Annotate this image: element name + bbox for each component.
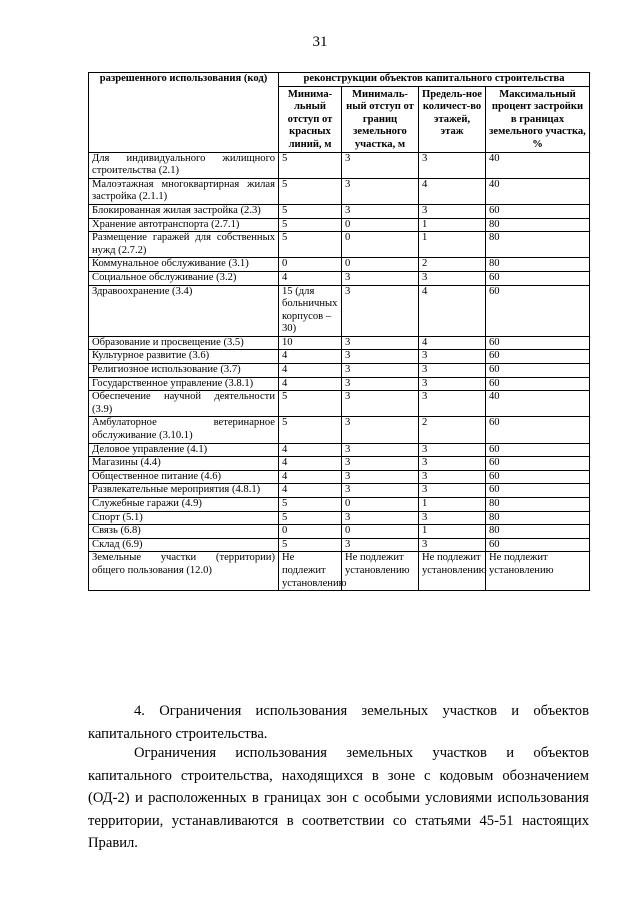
cell-max-floors: 3 bbox=[419, 538, 486, 552]
cell-min-setback-boundaries: Не подлежит установлению bbox=[342, 552, 419, 591]
cell-max-coverage: 40 bbox=[486, 152, 590, 178]
cell-use-type: Социальное обслуживание (3.2) bbox=[89, 271, 279, 285]
table-row bbox=[89, 552, 590, 591]
cell-min-setback-red-lines: 0 bbox=[279, 258, 342, 272]
cell-max-coverage: 40 bbox=[486, 391, 590, 417]
cell-use-type: Развлекательные мероприятия (4.8.1) bbox=[89, 484, 279, 498]
cell-min-setback-boundaries: 3 bbox=[342, 457, 419, 471]
cell-use-type: Здравоохранение (3.4) bbox=[89, 285, 279, 336]
cell-max-coverage: 60 bbox=[486, 336, 590, 350]
table-row bbox=[89, 457, 590, 471]
cell-max-coverage: 80 bbox=[486, 218, 590, 232]
cell-use-type: Блокированная жилая застройка (2.3) bbox=[89, 204, 279, 218]
table-row bbox=[89, 364, 590, 378]
cell-max-coverage: 60 bbox=[486, 285, 590, 336]
cell-use-type: Коммунальное обслуживание (3.1) bbox=[89, 258, 279, 272]
cell-min-setback-red-lines: 4 bbox=[279, 484, 342, 498]
cell-max-floors: 1 bbox=[419, 232, 486, 258]
header-max-coverage: Максимальный процент застройки в границах земельного участка, % bbox=[486, 86, 590, 152]
cell-min-setback-boundaries: 3 bbox=[342, 470, 419, 484]
cell-max-floors: 4 bbox=[419, 336, 486, 350]
table-row bbox=[89, 285, 590, 336]
header-use-type: разрешенного использования (код) bbox=[89, 73, 279, 153]
cell-min-setback-boundaries: 3 bbox=[342, 204, 419, 218]
cell-max-coverage: 60 bbox=[486, 470, 590, 484]
cell-max-floors: 2 bbox=[419, 258, 486, 272]
cell-min-setback-boundaries: 3 bbox=[342, 271, 419, 285]
land-use-table bbox=[88, 72, 590, 591]
cell-min-setback-red-lines: 5 bbox=[279, 178, 342, 204]
cell-use-type: Религиозное использование (3.7) bbox=[89, 364, 279, 378]
cell-max-floors: Не подлежит установлению bbox=[419, 552, 486, 591]
table-row bbox=[89, 178, 590, 204]
table-row bbox=[89, 443, 590, 457]
cell-min-setback-red-lines: 4 bbox=[279, 377, 342, 391]
cell-min-setback-red-lines: 4 bbox=[279, 364, 342, 378]
table-row bbox=[89, 152, 590, 178]
cell-min-setback-boundaries: 3 bbox=[342, 443, 419, 457]
cell-use-type: Спорт (5.1) bbox=[89, 511, 279, 525]
table-row bbox=[89, 391, 590, 417]
cell-min-setback-red-lines: 5 bbox=[279, 538, 342, 552]
cell-min-setback-red-lines: 5 bbox=[279, 417, 342, 443]
cell-min-setback-boundaries: 0 bbox=[342, 232, 419, 258]
cell-min-setback-boundaries: 0 bbox=[342, 525, 419, 539]
table-row bbox=[89, 538, 590, 552]
table-row bbox=[89, 417, 590, 443]
cell-use-type: Служебные гаражи (4.9) bbox=[89, 498, 279, 512]
table-row bbox=[89, 271, 590, 285]
cell-min-setback-red-lines: 10 bbox=[279, 336, 342, 350]
table-header bbox=[89, 73, 590, 153]
cell-max-coverage: 60 bbox=[486, 271, 590, 285]
cell-use-type: Государственное управление (3.8.1) bbox=[89, 377, 279, 391]
cell-min-setback-red-lines: 15 (для больничных корпусов – 30) bbox=[279, 285, 342, 336]
cell-max-coverage: 60 bbox=[486, 443, 590, 457]
table-row bbox=[89, 484, 590, 498]
cell-use-type: Магазины (4.4) bbox=[89, 457, 279, 471]
cell-min-setback-red-lines: 5 bbox=[279, 498, 342, 512]
cell-min-setback-boundaries: 3 bbox=[342, 152, 419, 178]
cell-max-floors: 3 bbox=[419, 152, 486, 178]
cell-max-coverage: 80 bbox=[486, 511, 590, 525]
cell-max-coverage: 60 bbox=[486, 364, 590, 378]
table-row bbox=[89, 204, 590, 218]
table-row bbox=[89, 258, 590, 272]
restrictions-paragraph: Ограничения использования земельных участков и объектов капитального строительства, находящихся в зоне с кодовым обозначением (ОД-2) и расположенных в границах зон с особыми условиями использования территории, устанавливаются в соответствии со статьями 45-51 настоящих Правил. bbox=[88, 745, 589, 851]
cell-min-setback-red-lines: 5 bbox=[279, 232, 342, 258]
table-row bbox=[89, 498, 590, 512]
cell-min-setback-red-lines: 5 bbox=[279, 218, 342, 232]
table-row bbox=[89, 377, 590, 391]
table-row bbox=[89, 470, 590, 484]
cell-max-floors: 3 bbox=[419, 484, 486, 498]
cell-min-setback-red-lines: 4 bbox=[279, 443, 342, 457]
header-reconstruction-group: реконструкции объектов капитального строительства bbox=[279, 73, 590, 87]
header-max-floors: Предель-ное количест-во этажей, этаж bbox=[419, 86, 486, 152]
cell-min-setback-boundaries: 3 bbox=[342, 178, 419, 204]
cell-use-type: Образование и просвещение (3.5) bbox=[89, 336, 279, 350]
cell-min-setback-red-lines: Не подлежит установлению bbox=[279, 552, 342, 591]
cell-use-type: Хранение автотранспорта (2.7.1) bbox=[89, 218, 279, 232]
cell-max-floors: 1 bbox=[419, 498, 486, 512]
cell-max-coverage: 60 bbox=[486, 377, 590, 391]
cell-min-setback-red-lines: 5 bbox=[279, 204, 342, 218]
table-row bbox=[89, 511, 590, 525]
cell-use-type: Малоэтажная многоквартирная жилая застройка (2.1.1) bbox=[89, 178, 279, 204]
cell-max-floors: 3 bbox=[419, 457, 486, 471]
table-row bbox=[89, 336, 590, 350]
cell-min-setback-boundaries: 3 bbox=[342, 511, 419, 525]
cell-max-coverage: 80 bbox=[486, 525, 590, 539]
cell-max-coverage: 80 bbox=[486, 232, 590, 258]
cell-min-setback-red-lines: 5 bbox=[279, 152, 342, 178]
cell-min-setback-boundaries: 0 bbox=[342, 218, 419, 232]
cell-use-type: Земельные участки (территории) общего пользования (12.0) bbox=[89, 552, 279, 591]
cell-max-floors: 3 bbox=[419, 271, 486, 285]
header-min-setback-red-lines: Минима-льный отступ от красных линий, м bbox=[279, 86, 342, 152]
cell-use-type: Связь (6.8) bbox=[89, 525, 279, 539]
cell-min-setback-red-lines: 5 bbox=[279, 511, 342, 525]
cell-max-coverage: 80 bbox=[486, 258, 590, 272]
cell-use-type: Обеспечение научной деятельности (3.9) bbox=[89, 391, 279, 417]
cell-min-setback-boundaries: 3 bbox=[342, 391, 419, 417]
table-row bbox=[89, 525, 590, 539]
cell-min-setback-boundaries: 3 bbox=[342, 336, 419, 350]
section-4-heading: 4. Ограничения использования земельных участков и объектов капитального строительства. bbox=[88, 703, 589, 742]
cell-use-type: Для индивидуального жилищного строительства (2.1) bbox=[89, 152, 279, 178]
cell-max-coverage: 40 bbox=[486, 178, 590, 204]
cell-min-setback-red-lines: 4 bbox=[279, 457, 342, 471]
cell-max-floors: 3 bbox=[419, 443, 486, 457]
cell-min-setback-red-lines: 0 bbox=[279, 525, 342, 539]
cell-use-type: Амбулаторное ветеринарное обслуживание (3.10.1) bbox=[89, 417, 279, 443]
cell-use-type: Склад (6.9) bbox=[89, 538, 279, 552]
cell-min-setback-boundaries: 0 bbox=[342, 258, 419, 272]
cell-use-type: Деловое управление (4.1) bbox=[89, 443, 279, 457]
cell-min-setback-red-lines: 4 bbox=[279, 470, 342, 484]
cell-max-coverage: 60 bbox=[486, 204, 590, 218]
cell-max-floors: 3 bbox=[419, 364, 486, 378]
table-row bbox=[89, 232, 590, 258]
cell-max-floors: 4 bbox=[419, 178, 486, 204]
cell-max-coverage: 60 bbox=[486, 417, 590, 443]
cell-min-setback-boundaries: 3 bbox=[342, 417, 419, 443]
cell-min-setback-boundaries: 0 bbox=[342, 498, 419, 512]
cell-min-setback-boundaries: 3 bbox=[342, 285, 419, 336]
cell-max-floors: 3 bbox=[419, 377, 486, 391]
cell-max-coverage: 60 bbox=[486, 457, 590, 471]
cell-max-floors: 3 bbox=[419, 204, 486, 218]
cell-max-floors: 3 bbox=[419, 470, 486, 484]
cell-max-floors: 2 bbox=[419, 417, 486, 443]
cell-min-setback-boundaries: 3 bbox=[342, 364, 419, 378]
cell-max-floors: 1 bbox=[419, 525, 486, 539]
cell-max-coverage: 60 bbox=[486, 484, 590, 498]
cell-max-coverage: 60 bbox=[486, 538, 590, 552]
table-body bbox=[89, 152, 590, 591]
cell-use-type: Культурное развитие (3.6) bbox=[89, 350, 279, 364]
cell-min-setback-red-lines: 4 bbox=[279, 271, 342, 285]
cell-max-floors: 3 bbox=[419, 511, 486, 525]
cell-min-setback-boundaries: 3 bbox=[342, 538, 419, 552]
cell-min-setback-red-lines: 5 bbox=[279, 391, 342, 417]
page-number: 31 bbox=[312, 34, 328, 50]
cell-max-coverage: 80 bbox=[486, 498, 590, 512]
cell-use-type: Размещение гаражей для собственных нужд (2.7.2) bbox=[89, 232, 279, 258]
cell-use-type: Общественное питание (4.6) bbox=[89, 470, 279, 484]
table-row bbox=[89, 218, 590, 232]
cell-max-floors: 1 bbox=[419, 218, 486, 232]
header-min-setback-boundaries: Минималь-ный отступ от границ земельного участка, м bbox=[342, 86, 419, 152]
cell-min-setback-boundaries: 3 bbox=[342, 484, 419, 498]
cell-max-coverage: Не подлежит установлению bbox=[486, 552, 590, 591]
cell-max-floors: 3 bbox=[419, 391, 486, 417]
cell-max-floors: 4 bbox=[419, 285, 486, 336]
cell-max-floors: 3 bbox=[419, 350, 486, 364]
cell-max-coverage: 60 bbox=[486, 350, 590, 364]
cell-min-setback-boundaries: 3 bbox=[342, 350, 419, 364]
cell-min-setback-red-lines: 4 bbox=[279, 350, 342, 364]
table-row bbox=[89, 350, 590, 364]
cell-min-setback-boundaries: 3 bbox=[342, 377, 419, 391]
